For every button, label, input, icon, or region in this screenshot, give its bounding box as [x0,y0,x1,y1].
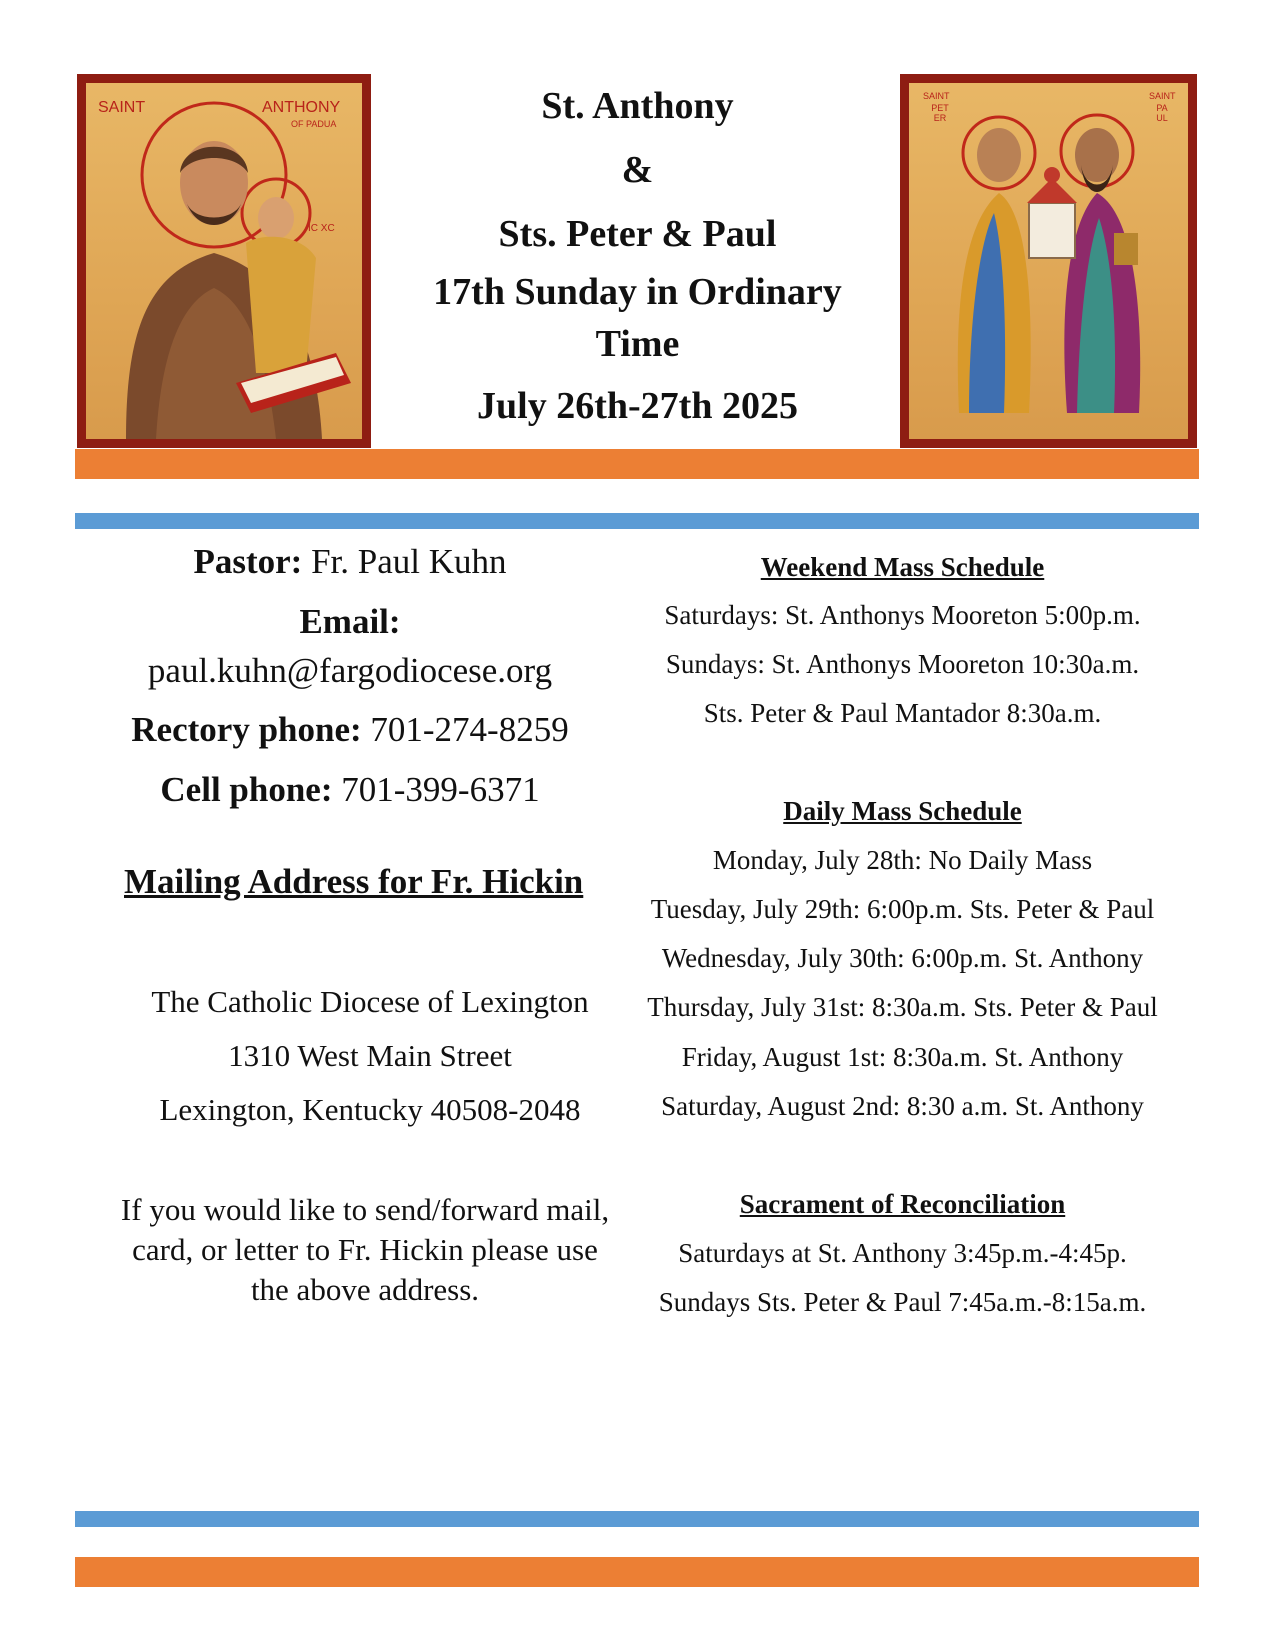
bulletin-title [395,85,880,435]
pastor-value: Fr. Paul Kuhn [302,542,507,581]
mailing-heading: Mailing Address for Fr. Hickin [124,862,584,901]
reconciliation-item: Saturdays at St. Anthony 3:45p.m.-4:45p. [678,1238,1127,1268]
icon-label-saint-left: SAINT [923,91,950,101]
title-line-4: 17th Sunday in Ordinary [433,271,842,313]
daily-item: Wednesday, July 30th: 6:00p.m. St. Anthony [661,943,1144,973]
reconciliation-item: Sundays Sts. Peter & Paul 7:45a.m.-8:15a.m. [658,1287,1147,1317]
rectory-value: 701-274-8259 [361,710,569,749]
rectory-label: Rectory phone: [131,710,362,749]
icon-label-saint: SAINT [98,99,146,116]
title-line-6: July 26th-27th 2025 [477,385,798,427]
weekend-item: Sundays: St. Anthonys Mooreton 10:30a.m. [665,649,1140,679]
pastor-label: Pastor: [193,542,303,581]
weekend-mass-heading: Weekend Mass Schedule [760,552,1045,582]
address-line-2: 1310 West Main Street [228,1038,512,1073]
icon-label-peter: PETER [931,103,949,123]
daily-mass-heading: Daily Mass Schedule [783,796,1022,826]
footer-blue-bar [75,1511,1199,1527]
pastor-line [100,542,600,582]
header-orange-bar [75,449,1199,479]
daily-item: Thursday, July 31st: 8:30a.m. Sts. Peter & Paul [647,992,1158,1022]
title-line-3: Sts. Peter & Paul [498,213,777,255]
icon-label-of-padua: OF PADUA [291,119,337,129]
sts-peter-paul-icon [900,74,1197,448]
reconciliation-heading: Sacrament of Reconciliation [739,1189,1066,1219]
email-label: Email: [299,602,401,641]
title-line-2: & [621,149,654,191]
mailing-note: If you would like to send/forward mail, card, or letter to Fr. Hickin please use the above address. [120,1192,610,1307]
icon-label-ic-xc: IC XC [308,223,335,234]
daily-item: Monday, July 28th: No Daily Mass [712,845,1093,875]
daily-item: Friday, August 1st: 8:30a.m. St. Anthony [681,1042,1124,1072]
st-anthony-icon [77,74,371,448]
header-blue-bar [75,513,1199,529]
icon-label-saint-right: SAINT [1149,91,1176,101]
address-line-3: Lexington, Kentucky 40508-2048 [159,1092,581,1127]
weekend-item: Saturdays: St. Anthonys Mooreton 5:00p.m. [664,600,1141,630]
icon-label-anthony: ANTHONY [262,99,341,116]
cell-label: Cell phone: [160,770,333,809]
cell-phone-line [100,770,600,810]
cell-value: 701-399-6371 [332,770,540,809]
st-anthony-illustration [86,83,362,439]
daily-item: Saturday, August 2nd: 8:30 a.m. St. Anthony [661,1091,1144,1121]
footer-orange-bar [75,1557,1199,1587]
daily-item: Tuesday, July 29th: 6:00p.m. Sts. Peter & Paul [650,894,1155,924]
email-value: paul.kuhn@fargodiocese.org [147,651,553,690]
schedule-section [600,540,1205,1340]
address-line-1: The Catholic Diocese of Lexington [151,984,589,1019]
sts-peter-paul-illustration [909,83,1188,439]
weekend-item: Sts. Peter & Paul Mantador 8:30a.m. [703,698,1102,728]
icon-label-paul: PAUL [1156,103,1168,123]
contact-section [100,540,600,820]
title-line-1: St. Anthony [541,85,734,127]
title-line-5: Time [595,323,680,365]
rectory-phone-line [100,710,600,750]
